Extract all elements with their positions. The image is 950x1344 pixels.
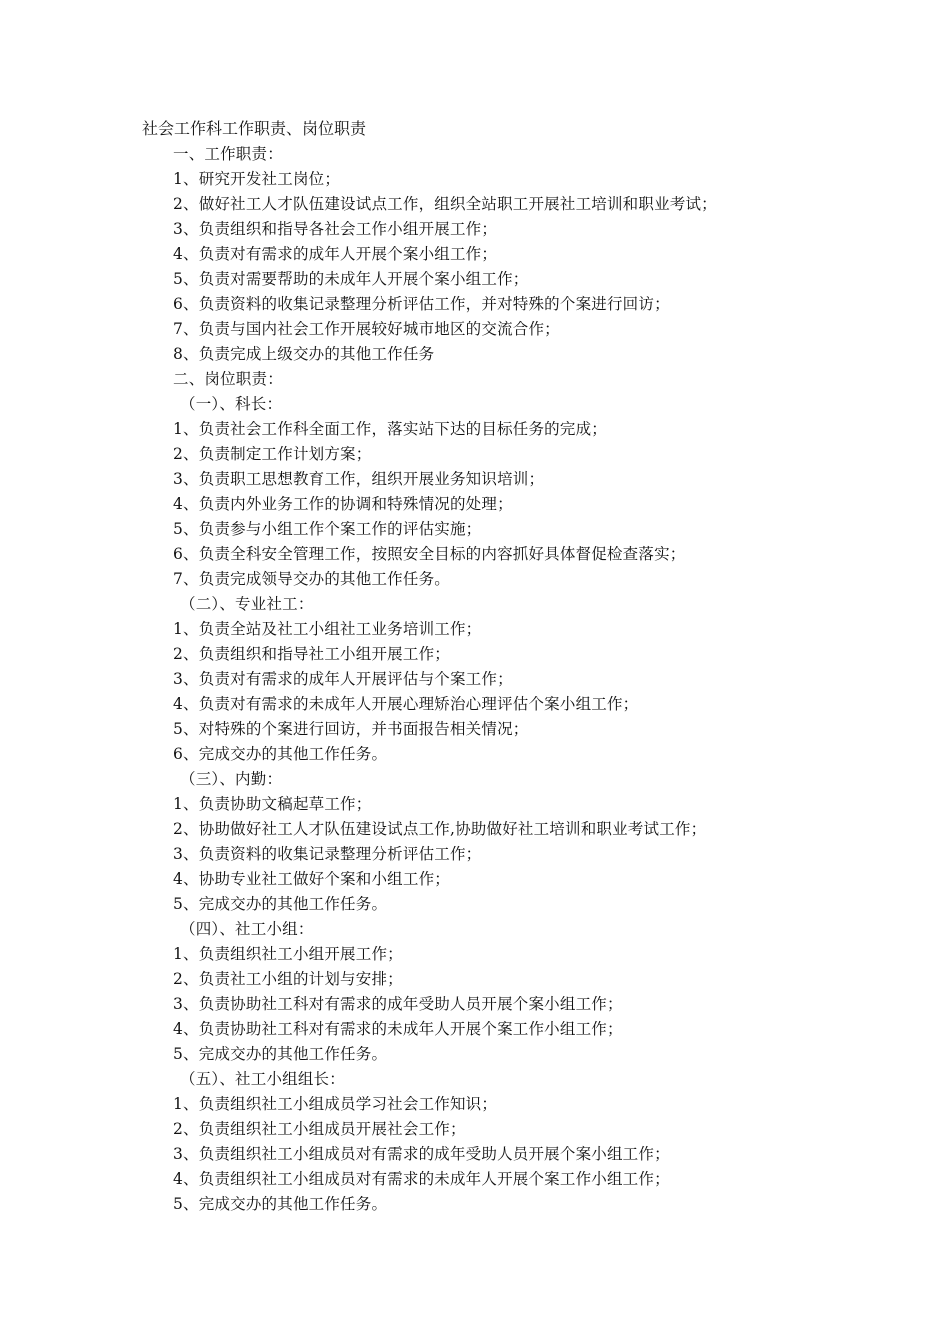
- list-item: 3、负责组织和指导各社会工作小组开展工作；: [173, 220, 498, 238]
- list-item: 2、负责制定工作计划方案；: [173, 445, 372, 463]
- subsection-heading: （四）、社工小组：: [180, 920, 314, 938]
- subsection-heading: （二）、专业社工：: [180, 595, 314, 613]
- list-item: 5、负责参与小组工作个案工作的评估实施；: [173, 520, 482, 538]
- list-item: 1、负责社会工作科全面工作，落实站下达的目标任务的完成；: [173, 420, 607, 438]
- list-item: 5、完成交办的其他工作任务。: [173, 1195, 388, 1213]
- list-item: 4、负责对有需求的成年人开展个案小组工作；: [173, 245, 498, 263]
- list-item: 1、研究开发社工岗位；: [173, 170, 341, 188]
- list-item: 4、协助专业社工做好个案和小组工作；: [173, 870, 450, 888]
- subsection-heading: （一）、科长：: [180, 395, 283, 413]
- subsection-heading: （五）、社工小组组长：: [180, 1070, 345, 1088]
- list-item: 8、负责完成上级交办的其他工作任务: [173, 345, 435, 363]
- document-body: [0, 142, 950, 1217]
- section-heading: 二、岗位职责：: [173, 370, 283, 388]
- list-item: 5、对特殊的个案进行回访，并书面报告相关情况；: [173, 720, 529, 738]
- list-item: 4、负责协助社工科对有需求的未成年人开展个案工作小组工作；: [173, 1020, 623, 1038]
- list-item: 6、负责全科安全管理工作，按照安全目标的内容抓好具体督促检查落实；: [173, 545, 686, 563]
- list-item: 6、完成交办的其他工作任务。: [173, 745, 388, 763]
- list-item: 5、负责对需要帮助的未成年人开展个案小组工作；: [173, 270, 529, 288]
- list-item: 3、负责职工思想教育工作，组织开展业务知识培训；: [173, 470, 545, 488]
- list-item: 2、负责组织和指导社工小组开展工作；: [173, 645, 450, 663]
- list-item: 7、负责完成领导交办的其他工作任务。: [173, 570, 450, 588]
- list-item: 1、负责全站及社工小组社工业务培训工作；: [173, 620, 482, 638]
- list-item: 3、负责协助社工科对有需求的成年受助人员开展个案小组工作；: [173, 995, 623, 1013]
- list-item: 4、负责组织社工小组成员对有需求的未成年人开展个案工作小组工作；: [173, 1170, 670, 1188]
- subsection-heading: （三）、内勤：: [180, 770, 283, 788]
- list-item: 5、完成交办的其他工作任务。: [173, 1045, 388, 1063]
- list-item: 7、负责与国内社会工作开展较好城市地区的交流合作；: [173, 320, 560, 338]
- list-item: 5、完成交办的其他工作任务。: [173, 895, 388, 913]
- list-item: 1、负责协助文稿起草工作；: [173, 795, 372, 813]
- list-item: 2、协助做好社工人才队伍建设试点工作,协助做好社工培训和职业考试工作；: [173, 820, 707, 838]
- list-item: 3、负责组织社工小组成员对有需求的成年受助人员开展个案小组工作；: [173, 1145, 670, 1163]
- list-item: 2、负责社工小组的计划与安排；: [173, 970, 403, 988]
- list-item: 3、负责资料的收集记录整理分析评估工作；: [173, 845, 482, 863]
- list-item: 6、负责资料的收集记录整理分析评估工作，并对特殊的个案进行回访；: [173, 295, 670, 313]
- list-item: 4、负责内外业务工作的协调和特殊情况的处理；: [173, 495, 513, 513]
- list-item: 2、负责组织社工小组成员开展社会工作；: [173, 1120, 466, 1138]
- list-item: 1、负责组织社工小组成员学习社会工作知识；: [173, 1095, 498, 1113]
- list-item: 1、负责组织社工小组开展工作；: [173, 945, 403, 963]
- list-item: 3、负责对有需求的成年人开展评估与个案工作；: [173, 670, 513, 688]
- document-title: 社会工作科工作职责、岗位职责: [142, 119, 367, 138]
- list-item: 2、做好社工人才队伍建设试点工作，组织全站职工开展社工培训和职业考试；: [173, 195, 717, 213]
- list-item: 4、负责对有需求的未成年人开展心理矫治心理评估个案小组工作；: [173, 695, 639, 713]
- section-heading: 一、工作职责：: [173, 145, 283, 163]
